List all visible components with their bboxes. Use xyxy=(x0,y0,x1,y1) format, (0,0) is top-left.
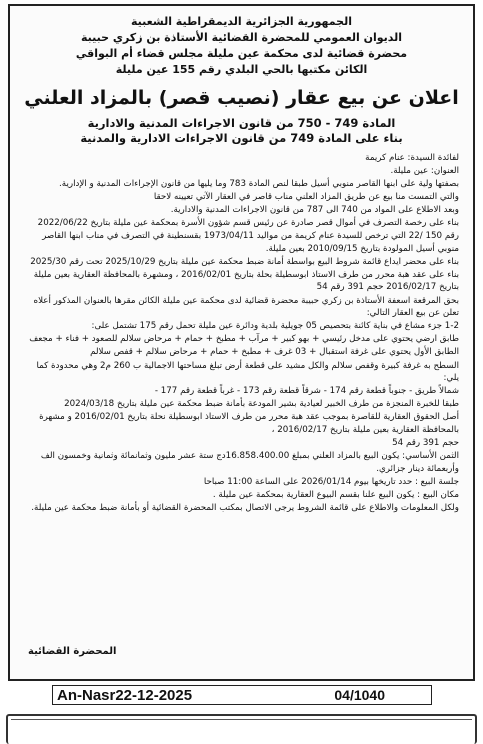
body-paragraph: بصفتها ولية على ابنها القاصر منوبي أسيل طبقا لنص المادة 783 وما يليها من قانون الإجراءات المدنية و الإدارية. xyxy=(59,179,459,190)
header-line: الديوان العمومي للمحضرة القضائية الأستاذة بن زكري حبيبة xyxy=(80,31,403,44)
publication-reference-bar xyxy=(52,685,432,705)
body-paragraph: طبقا للخبرة المنجزة من طرف الخبير لعيادية بشير المودعة بأمانة ضبط محكمة عين مليلة بتاريخ 2024/03/18 xyxy=(64,399,459,410)
body-paragraph: السطح به غرفة كبيرة وقفص سلالم والكل مشيد على قطعة أرض تبلغ مساحتها الاجمالية ب 260 م2 وهي محدودة كما يلي: xyxy=(36,360,459,384)
body-paragraph: العنوان: عين مليلة. xyxy=(390,166,459,177)
body-paragraph: ولكل المعلومات والاطلاع على قائمة الشروط يرجى الاتصال بمكتب المحضرة القضائية أو بأمانة ضبط محكمة عين مليلة. xyxy=(31,503,459,514)
body-paragraph: طابق ارضي يحتوي على مدخل رئيسي + بهو كبير + مرآب + مطبخ + حمام + مرحاض سلالم للصعود + فناء + مجعف xyxy=(29,334,459,345)
header-line: محضرة قضائية لدى محكمة عين مليلة مجلس قضاء أم البواقي xyxy=(75,47,408,60)
body-paragraph: 1-2 جزء مشاع في بناية كائنة بتحصيص 05 جويلية بلدية ودائرة عين مليلة تحمل رقم 175 تشتمل على: xyxy=(91,321,459,332)
next-notice-inner-border xyxy=(11,719,472,740)
body-paragraph: بناء على عقد هبة محرر من طرف الاستاذ ابوسطيلة بحلة بتاريخ 2016/02/01 ، ومشهرة بالمحافظة العقارية بعين مليلة بتاريخ 2016/02/17 حجم 391 رقم 54 xyxy=(33,269,459,293)
body-paragraph: بناء على رخصة التصرف في أموال قصر صادرة عن رئيس قسم شؤون الأسرة بمحكمة عين مليلة بتاريخ 2022/06/22 رقم 150 /22 التي ترخص للسيدة عنام كريمة من مواليد 1973/04/11 بقسنطينة في التصرف في مناب ابنها القاصر منوبي أسيل المولودة بتاريخ 2010/09/15 بعين مليلة. xyxy=(37,218,459,254)
body-paragraph: والتي التمست منا بيع عن طريق المزاد العلني مناب قاصر في العقار الآتي تعيينه لاحقا xyxy=(153,192,459,203)
notice-title: اعلان عن بيع عقار (نصيب قصر) بالمزاد العلني xyxy=(24,87,459,109)
header-line: الجمهورية الجزائرية الديمقراطية الشعبية xyxy=(131,15,352,28)
header-line: الكائن مكتبها بالحي البلدي رقم 155 عين مليلة xyxy=(115,63,368,76)
body-paragraph: بناء على محضر ايداع قائمة شروط البيع بواسطة أمانة ضبط محكمة عين مليلة بتاريخ 2025/10/29 تحت رقم 2025/30 xyxy=(30,256,459,267)
body-paragraph: شمالاً طريق - جنوباً قطعة رقم 174 - شرقاً قطعة رقم 173 - غرباً قطعة رقم 177 - xyxy=(154,386,459,397)
body-paragraph: الطابق الأول يحتوي على غرفة استقبال + 03 غرف + مطبخ + حمام + مرحاض سلالم + قفص سلالم xyxy=(90,347,459,358)
legal-ref-line: المادة 749 - 750 من قانون الاجراءات المدنية والادارية xyxy=(87,116,396,130)
next-notice-frame xyxy=(6,714,477,744)
notice-header xyxy=(10,14,473,78)
body-paragraph: أصل الحقوق العقارية للقاصرة بموجب عقد هبة محرر من طرف الاستاذ ابوسطيلة نحلة بتاريخ 2016/02/01 و مشهرة بالمحافظة العقارية بعين مليلة بتاريخ 2016/02/17 ، xyxy=(39,412,459,435)
body-paragraph: جلسة البيع : حدد تاريخها بيوم 2026/01/14 على الساعة 11:00 صباحا xyxy=(203,476,459,487)
legal-references xyxy=(10,116,473,146)
notice-body xyxy=(10,146,473,515)
body-paragraph: لفائدة السيدة: عنام كريمة xyxy=(365,153,459,163)
signature: المحضرة القضائية xyxy=(28,646,117,657)
body-paragraph: الثمن الأساسي: يكون البيع بالمزاد العلني بمبلغ 16.858.400.00دج ستة عشر مليون وثمانمائة وثمانية وخمسون الف وأربعمائة دينار جزائري. xyxy=(40,451,459,474)
notice-number: 04/1040 xyxy=(334,687,385,703)
publication-ref: An-Nasr22-12-2025 xyxy=(57,686,193,704)
body-paragraph: بحق المرقعة اسعفة الأستاذة بن زكري حبيبة محضرة قضائية لدى محكمة عين مليلة الكائن مقرها بالعنوان المذكور أعلاه تعلن عن بيع العقار التالي: xyxy=(33,295,459,319)
body-paragraph: حجم 391 رقم 54 xyxy=(392,438,459,449)
body-paragraph: وبعد الاطلاع على المواد من 740 الى 787 من قانون الاجراءات المدنية والادارية. xyxy=(170,205,459,216)
legal-ref-line: بناء على المادة 749 من قانون الاجراءات الادارية والمدنية xyxy=(80,131,403,145)
body-paragraph: مكان البيع : يكون البيع علنا بقسم البيوع العقارية بمحكمة عين مليلة . xyxy=(212,489,459,500)
auction-notice xyxy=(8,4,475,681)
